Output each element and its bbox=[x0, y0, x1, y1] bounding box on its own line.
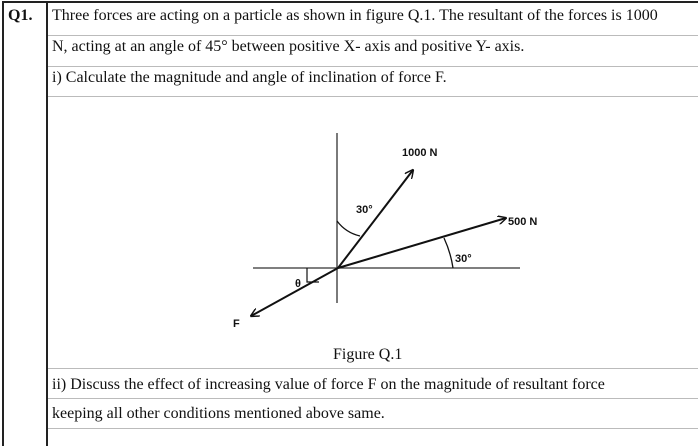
force-500-vector bbox=[338, 218, 506, 268]
part-ii-text-line-2: keeping all other conditions mentioned above same. bbox=[52, 405, 385, 422]
part-i-text: i) Calculate the magnitude and angle of inclination of force F. bbox=[52, 69, 447, 86]
force-1000-vector bbox=[338, 170, 413, 268]
figure-caption: Figure Q.1 bbox=[333, 346, 403, 363]
force-500-label: 500 N bbox=[508, 216, 538, 228]
question-text-line-1: Three forces are acting on a particle as shown in figure Q.1. The resultant of the forces is 1000 bbox=[52, 7, 658, 24]
angle-arc-500 bbox=[444, 238, 453, 268]
question-number: Q1. bbox=[8, 7, 33, 24]
force-1000-label: 1000 N bbox=[402, 147, 438, 159]
force-f-label: F bbox=[233, 318, 240, 330]
question-text-line-2: N, acting at an angle of 45° between positive X- axis and positive Y- axis. bbox=[52, 38, 525, 55]
part-ii-text-line-1: ii) Discuss the effect of increasing value of force F on the magnitude of resultant force bbox=[52, 376, 605, 393]
theta-label: θ bbox=[295, 278, 301, 290]
angle-1000-label: 30° bbox=[356, 204, 373, 216]
angle-500-label: 30° bbox=[455, 253, 472, 265]
force-f-vector bbox=[251, 268, 338, 316]
angle-arc-1000 bbox=[337, 221, 360, 236]
